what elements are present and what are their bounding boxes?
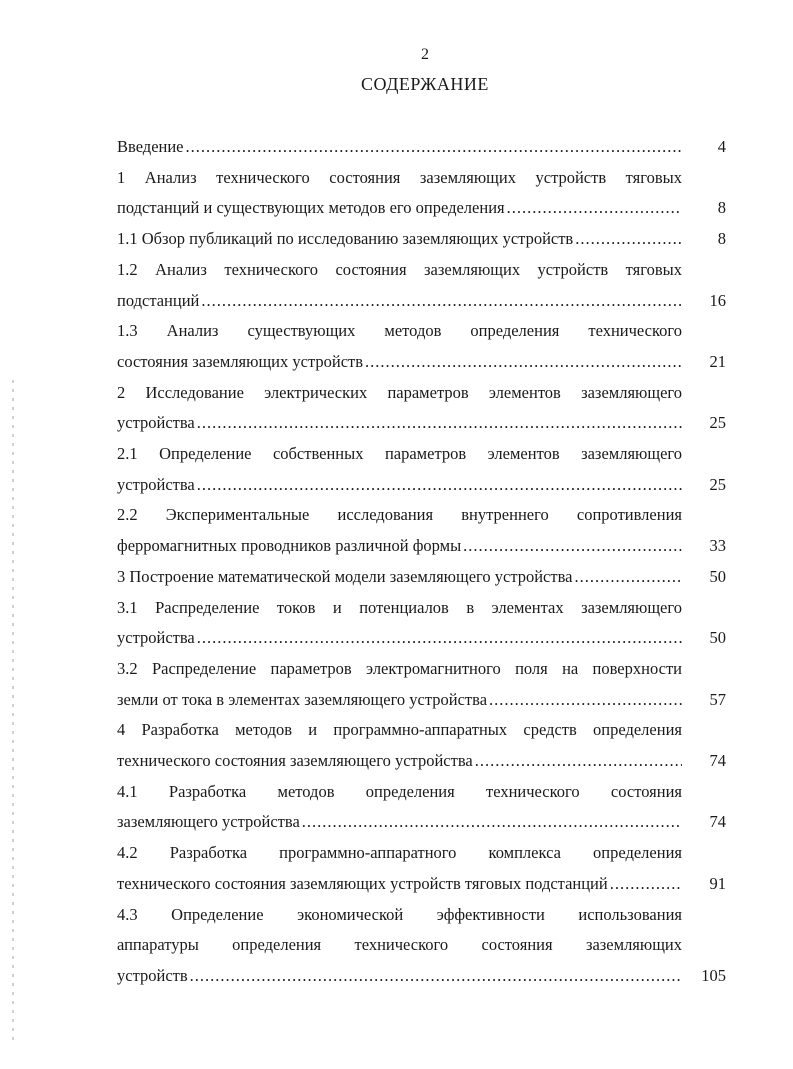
dot-leader bbox=[610, 873, 682, 895]
toc-entry-text: ферромагнитных проводников различной формы bbox=[117, 536, 462, 556]
toc-entry-line: 1 Анализ технического состояния заземляющих устройств тяговых bbox=[117, 167, 682, 187]
toc-entry-last-line bbox=[117, 197, 682, 219]
toc-page-number: 4 bbox=[717, 137, 726, 156]
toc-entry-last-line bbox=[117, 566, 682, 588]
toc-page-number: 50 bbox=[709, 628, 726, 648]
toc-entry-line: 4 Разработка методов и программно-аппаратных средств определения bbox=[117, 720, 682, 740]
dot-leader bbox=[507, 197, 682, 219]
dot-leader bbox=[575, 566, 683, 588]
dot-leader bbox=[463, 535, 682, 557]
toc-entry-last-line bbox=[117, 290, 682, 312]
toc-entry-text: земли от тока в элементах заземляющего устройства bbox=[117, 689, 488, 709]
toc-entry-last-line bbox=[117, 412, 682, 434]
toc-entry-line: 3.2 Распределение параметров электромагнитного поля на поверхности bbox=[117, 658, 682, 678]
toc-entry-text: состояния заземляющих устройств bbox=[117, 351, 364, 371]
toc-entry-text: технического состояния заземляющих устройств тяговых подстанций bbox=[117, 873, 608, 893]
toc-entry-last-line bbox=[117, 627, 682, 649]
toc-entry-line: 1.3 Анализ существующих методов определения технического bbox=[117, 321, 682, 341]
toc-entry-last-line bbox=[117, 136, 682, 158]
toc-page-number: 50 bbox=[709, 566, 726, 586]
toc-entry-text: устройств bbox=[117, 965, 188, 985]
toc-entry-last-line bbox=[117, 228, 682, 250]
toc-entry-line: аппаратуры определения технического состояния заземляющих bbox=[117, 935, 682, 955]
page-title: СОДЕРЖАНИЕ bbox=[361, 74, 489, 94]
toc-entry-text: устройства bbox=[117, 474, 195, 494]
toc-entry-line: 4.3 Определение экономической эффективности использования bbox=[117, 904, 682, 924]
toc-entry-text: устройства bbox=[117, 413, 195, 433]
page-number: 2 bbox=[421, 46, 429, 63]
toc-entry-line: 4.2 Разработка программно-аппаратного комплекса определения bbox=[117, 843, 682, 863]
toc-entry-line: 1.2 Анализ технического состояния заземляющих устройств тяговых bbox=[117, 259, 682, 279]
toc-page-number: 25 bbox=[709, 474, 726, 494]
dot-leader bbox=[302, 811, 682, 833]
dot-leader bbox=[197, 412, 682, 434]
toc-entry-line: 4.1 Разработка методов определения технического состояния bbox=[117, 781, 682, 801]
toc-entry-text: подстанций bbox=[117, 290, 200, 310]
toc-page-number: 16 bbox=[709, 290, 726, 310]
toc-entry-last-line bbox=[117, 535, 682, 557]
toc-entry-line: 2 Исследование электрических параметров элементов заземляющего bbox=[117, 382, 682, 402]
toc-page-number: 91 bbox=[709, 873, 726, 893]
toc-page-number: 57 bbox=[709, 689, 726, 709]
toc-entry-last-line bbox=[117, 811, 682, 833]
toc-entry-line: 2.1 Определение собственных параметров элементов заземляющего bbox=[117, 444, 682, 463]
dot-leader bbox=[197, 627, 682, 649]
toc-entry-last-line bbox=[117, 873, 682, 895]
toc-page-number: 25 bbox=[709, 413, 726, 433]
toc-page-number: 105 bbox=[701, 965, 726, 985]
toc-entry-last-line bbox=[117, 965, 682, 987]
toc-entry-text: 1.1 Обзор публикаций по исследованию заземляющих устройств bbox=[117, 229, 574, 249]
toc-entry-last-line bbox=[117, 474, 682, 496]
toc-page-number: 74 bbox=[709, 751, 726, 770]
toc-page-number: 21 bbox=[709, 351, 726, 371]
dot-leader bbox=[475, 750, 682, 772]
toc-entry-text: устройства bbox=[117, 628, 195, 648]
toc-page-number: 33 bbox=[709, 536, 726, 556]
toc-entry-text: заземляющего устройства bbox=[117, 812, 300, 832]
toc-entry-line: 2.2 Экспериментальные исследования внутреннего сопротивления bbox=[117, 505, 682, 525]
toc-entry-text: подстанций и существующих методов его определения bbox=[117, 198, 505, 218]
toc-entry-text: 3 Построение математической модели заземляющего устройства bbox=[117, 566, 573, 586]
dot-leader bbox=[201, 290, 682, 312]
toc-entry-text: Введение bbox=[117, 137, 184, 156]
dot-leader bbox=[489, 689, 682, 711]
toc-entry-last-line bbox=[117, 750, 682, 772]
toc-page-number: 8 bbox=[717, 229, 726, 249]
toc-page-number: 8 bbox=[717, 198, 726, 218]
toc-entry-last-line bbox=[117, 689, 682, 711]
dot-leader bbox=[365, 351, 682, 373]
dot-leader bbox=[190, 965, 682, 987]
toc-page-number: 74 bbox=[709, 812, 726, 832]
dot-leader bbox=[575, 228, 682, 250]
toc-entry-last-line bbox=[117, 351, 682, 373]
dot-leader bbox=[197, 474, 682, 496]
toc-entry-line: 3.1 Распределение токов и потенциалов в элементах заземляющего bbox=[117, 597, 682, 617]
toc-entry-text: технического состояния заземляющего устройства bbox=[117, 751, 473, 770]
dot-leader bbox=[186, 136, 682, 158]
